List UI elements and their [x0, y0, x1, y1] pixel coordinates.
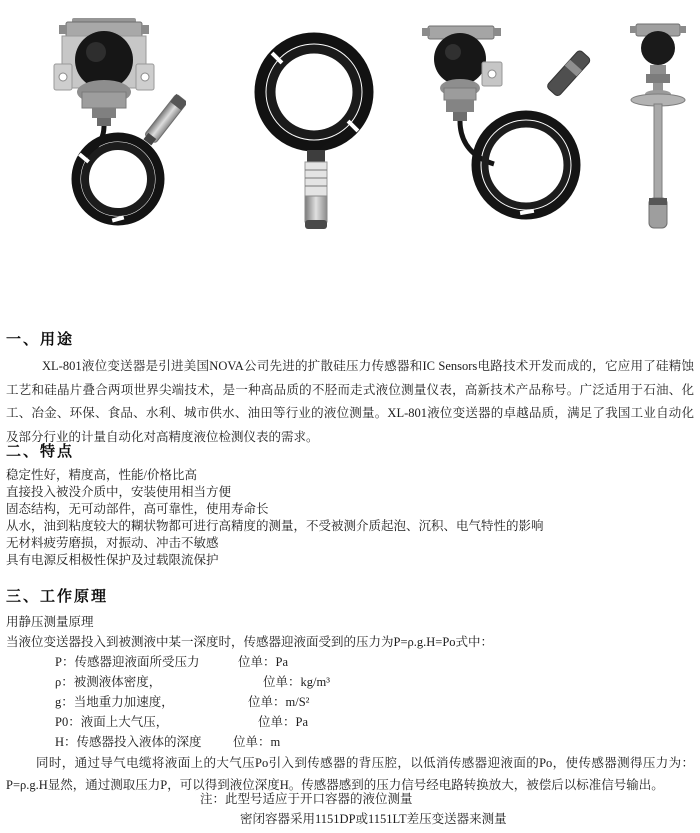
feature-item: 具有电源反相极性保护及过载限流保护	[6, 553, 219, 567]
principle-conclusion: 同时，通过导气电缆将液面上的大气压Po引入到传感器的背压腔，以低消传感器迎液面的Po，使传感器测得压力为：P=ρ.g.H显然，通过测取压力P，可以得到液位深度H。传感器感到的压力信号经电路转换放大，被偿后以标准信号输出。	[6, 756, 694, 792]
parameter-unit: 位单：m/S²	[248, 695, 310, 709]
feature-item: 无材料疲劳磨损，对振动、冲击不敏感	[6, 536, 219, 550]
section-working-principle	[6, 585, 694, 796]
note-line-2: 密闭容器采用1151DP或1151LT差压变送器来测量	[240, 812, 507, 826]
feature-item: 稳定性好，精度高，性能/价格比高	[6, 468, 197, 482]
principle-formula-line: 当液位变送器投入到被测液中某一深度时，传感器迎液面受到的压力为P=ρ.g.H=Po式中：	[6, 635, 494, 649]
parameter-unit: 位单：Pa	[258, 715, 309, 729]
parameter-row	[6, 692, 694, 712]
feature-item: 固态结构，无可动部件，高可靠性，使用寿命长	[6, 502, 269, 516]
parameter-label: ρ：被测液体密度，	[55, 675, 162, 689]
parameter-unit: 位单：m	[233, 735, 281, 749]
principle-intro: 用静压测量原理	[6, 615, 94, 629]
feature-item: 从水，油到粘度较大的糊状物都可进行高精度的测量，不受被测介质起泡、沉积、电气特性的影响	[6, 519, 544, 533]
purpose-heading: 一、用途	[6, 331, 75, 348]
parameter-label: H：传感器投入液体的深度	[55, 735, 202, 749]
section-features	[6, 440, 694, 569]
parameter-row	[6, 732, 694, 752]
parameter-unit: 位单：Pa	[238, 655, 289, 669]
features-heading: 二、特点	[6, 443, 75, 460]
parameter-unit: 位单：kg/m³	[263, 675, 330, 689]
product-photos	[0, 0, 700, 250]
parameter-row	[6, 672, 694, 692]
note-line-1: 注：此型号适应于开口容器的液位测量	[200, 792, 413, 806]
footer-note	[0, 789, 700, 829]
purpose-paragraph: XL-801液位变送器是引进美国NOVA公司先进的扩散硅压力传感器和IC Sensors电路技术开发而成的，它应用了硅精蚀工艺和硅晶片叠合两项世界尖端技术，是一种高品质的不胫而走式液位测量仪表，高新技术产品称号。广泛适用于石油、化工、冶金、环保、食品、水利、城市供水、油田等行业的液位测量。XL-801液位变送器的卓越品质，满足了我国工业自动化及部分行业的计量自动化对高精度液位检测仪表的需求。	[6, 359, 694, 444]
parameter-label: P：传感器迎液面所受压力	[55, 655, 200, 669]
parameter-label: P0：液面上大气压，	[55, 715, 169, 729]
parameter-row	[6, 652, 694, 672]
product-photo-rod-type-transmitter	[620, 22, 695, 234]
principle-heading: 三、工作原理	[6, 588, 109, 605]
parameter-label: g：当地重力加速度，	[55, 695, 174, 709]
parameter-row	[6, 712, 694, 732]
product-photo-cable-coil-probe	[250, 4, 380, 232]
product-photo-transmitter-coil-angled-probe	[416, 22, 596, 232]
section-purpose	[6, 328, 694, 449]
feature-item: 直接投入被没介质中，安装使用相当方便	[6, 485, 232, 499]
product-photo-transmitter-coil-probe	[26, 16, 186, 231]
